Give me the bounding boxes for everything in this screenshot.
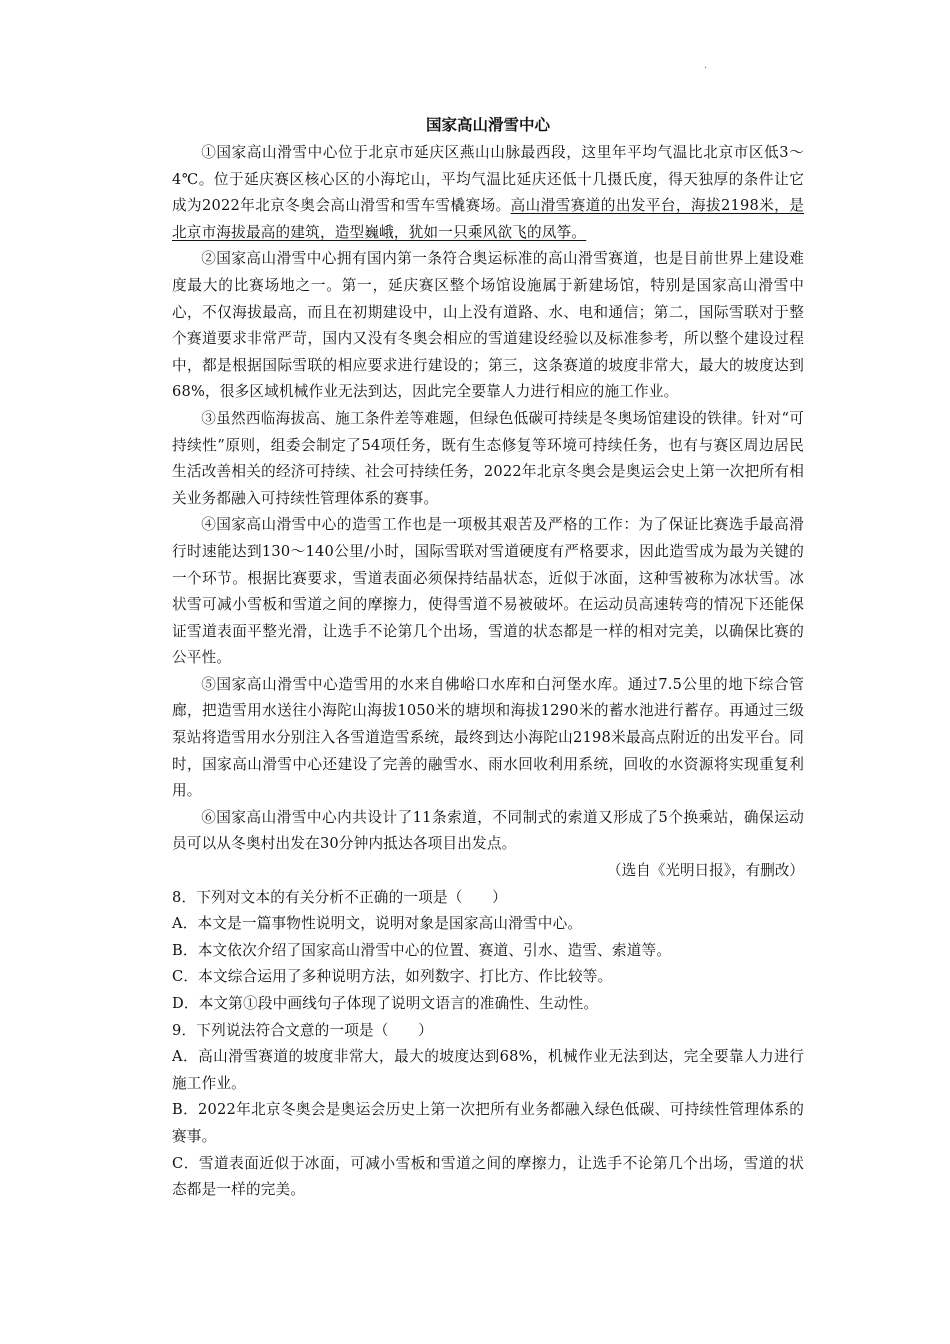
- paragraph-5: ⑤国家高山滑雪中心造雪用的水来自佛峪口水库和白河堡水库。通过7.5公里的地下综合管廊，把造雪用水送往小海陀山海拔1050米的塘坝和海拔1290米的蓄水池进行蓄存。再通过三级泵站将造雪用水分别注入各雪道造雪系统，最终到达小海陀山2198米最高点附近的出发平台。同时，国家高山滑雪中心还建设了完善的融雪水、雨水回收利用系统，回收的水资源将实现重复利用。: [172, 675, 804, 800]
- question-8-option-b: B．本文依次介绍了国家高山滑雪中心的位置、赛道、引水、造雪、索道等。: [172, 941, 672, 959]
- document-page: [172, 110, 804, 1204]
- paragraph-2: ②国家高山滑雪中心拥有国内第一条符合奥运标准的高山滑雪赛道，也是目前世界上建设难度最大的比赛场地之一。第一，延庆赛区整个场馆设施属于新建场馆，特别是国家高山滑雪中心，不仅海拔最高，而且在初期建设中，山上没有道路、水、电和通信；第二，国际雪联对于整个赛道要求非常严苛，国内又没有冬奥会相应的雪道建设经验以及标准参考，所以整个建设过程中，都是根据国际雪联的相应要求进行建设的；第三，这条赛道的坡度非常大，最大的坡度达到68%，很多区域机械作业无法到达，因此完全要靠人力进行相应的施工作业。: [172, 250, 804, 401]
- question-8-stem: 8．下列对文本的有关分析不正确的一项是（ ）: [172, 888, 507, 906]
- paragraph-1-text: ①国家高山滑雪中心位于北京市延庆区燕山山脉最西段，这里年平均气温比北京市区低3～4℃。位于延庆赛区核心区的小海坨山，平均气温比延庆还低十几摄氏度，得天独厚的条件让它成为2022年北京冬奥会高山滑雪和雪车雪橇赛场。: [172, 144, 804, 215]
- article-source: （选自《光明日报》，有删改）: [606, 862, 804, 880]
- question-8-option-d: D．本文第①段中画线句子体现了说明文语言的准确性、生动性。: [172, 995, 599, 1012]
- question-9-option-c: C．雪道表面近似于冰面，可减小雪板和雪道之间的摩擦力，让选手不论第几个出场，雪道的状态都是一样的完美。: [172, 1154, 804, 1199]
- question-9-option-b: B．2022年北京冬奥会是奥运会历史上第一次把所有业务都融入绿色低碳、可持续性管理体系的赛事。: [172, 1101, 804, 1145]
- question-9-stem: 9．下列说法符合文意的一项是（ ）: [172, 1021, 433, 1039]
- corner-mark: ·: [704, 63, 708, 74]
- question-8-option-c: C．本文综合运用了多种说明方法，如列数字、打比方、作比较等。: [172, 968, 613, 986]
- question-9-option-a: A．高山滑雪赛道的坡度非常大，最大的坡度达到68%，机械作业无法到达，完全要靠人力进行施工作业。: [172, 1048, 804, 1092]
- paragraph-1: [172, 140, 804, 246]
- underlined-sentence: 高山滑雪赛道的出发平台，海拔2198米，是北京市海拔最高的建筑，造型巍峨，犹如一只乘风欲飞的凤筝。: [172, 197, 804, 241]
- question-8-option-a: A．本文是一篇事物性说明文，说明对象是国家高山滑雪中心。: [172, 915, 583, 933]
- paragraph-3: ③虽然西临海拔高、施工条件差等难题，但绿色低碳可持续是冬奥场馆建设的铁律。针对“可持续性”原则，组委会制定了54项任务，既有生态修复等环境可持续任务，也有与赛区周边居民生活改善相关的经济可持续、社会可持续任务，2022年北京冬奥会是奥运会史上第一次把所有相关业务都融入可持续性管理体系的赛事。: [172, 409, 804, 507]
- paragraph-4: ④国家高山滑雪中心的造雪工作也是一项极其艰苦及严格的工作：为了保证比赛选手最高滑行时速能达到130～140公里/小时，国际雪联对雪道硬度有严格要求，因此造雪成为最为关键的一个环节。根据比赛要求，雪道表面必须保持结晶状态，近似于冰面，这种雪被称为冰状雪。冰状雪可减小雪板和雪道之间的摩擦力，使得雪道不易被破坏。在运动员高速转弯的情况下还能保证雪道表面平整光滑，让选手不论第几个出场，雪道的状态都是一样的相对完美，以确保比赛的公平性。: [172, 516, 804, 667]
- article-title: 国家高山滑雪中心: [425, 116, 550, 134]
- paragraph-6: ⑥国家高山滑雪中心内共设计了11条索道，不同制式的索道又形成了5个换乘站，确保运动员可以从冬奥村出发在30分钟内抵达各项目出发点。: [172, 808, 804, 853]
